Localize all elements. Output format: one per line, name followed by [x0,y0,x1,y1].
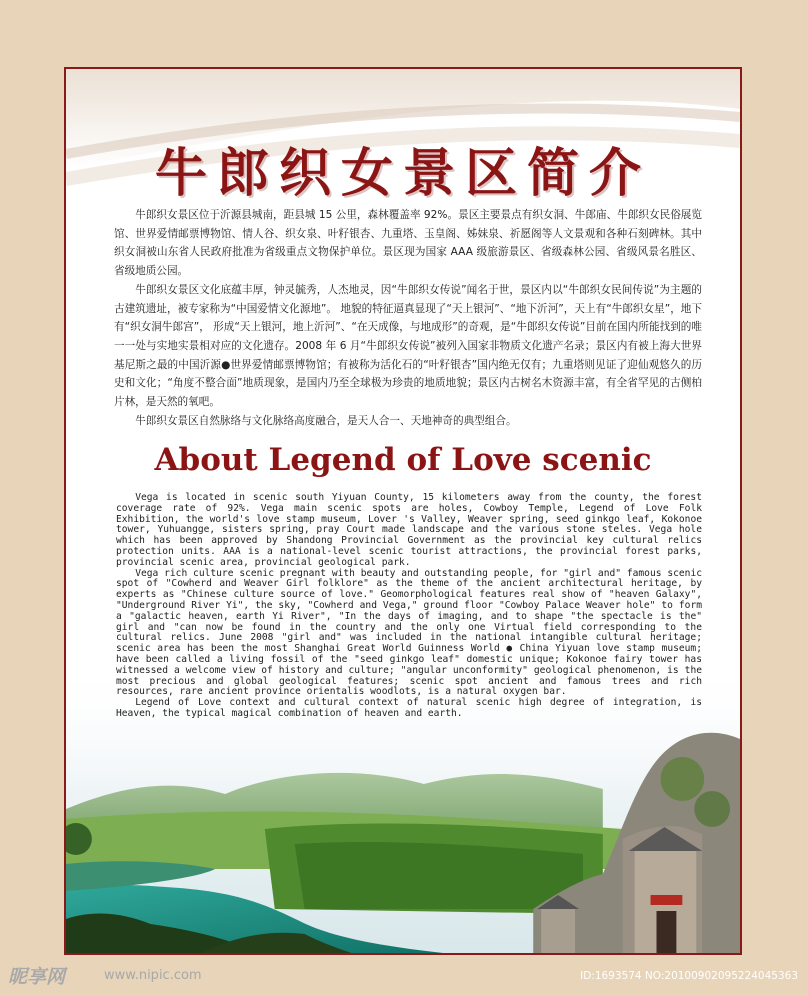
cn-paragraph: 牛郎织女景区文化底蕴丰厚，钟灵毓秀，人杰地灵，因“牛郎织女传说”闻名于世，景区内以“牛郎织女民间传说”为主题的古建筑遗址，被专家称为“中国爱情文化源地”。 地貌的特征逼真显现了“天上银河”、“地下沂河”，天上有“牛郎织女星”，地下有“织女洞牛郎宫”， 形成“天上银河，地上沂河”、“在天成像，与地成形”的奇观，是“牛郎织女传说”目前在国内所能找到的唯一一处与实地实景相对应的文化遗存。2008 年 6 月“牛郎织女传说”被列入国家非物质文化遗产名录；景区内有被上海大世界基尼斯之最的中国沂源●世界爱情邮票博物馆；有被称为活化石的“叶籽银杏”国内绝无仅有；九重塔则见证了迎仙观悠久的历史和文化；“角度不整合面”地质现象，是国内乃至全球极为珍贵的地质地貌；景区内古树名木资源丰富，有全省罕见的古侧柏片林，是天然的氧吧。 [114,283,702,409]
page-title-en: About Legend of Love scenic [154,442,652,478]
en-paragraph: Legend of Love context and cultural context of natural scenic high degree of integration, is Heaven, the typical magical combination of heaven and earth. [116,697,702,719]
en-paragraph: Vega is located in scenic south Yiyuan County, 15 kilometers away from the county, the forest coverage rate of 92%. Vega main scenic spots are holes, Cowboy Temple, Legend of Love Folk Exhibition, the world's love stamp museum, Lover 's Valley, Weaver spring, seed ginkgo leaf, Kokonoe tower, Yuhuangge, sisters spring, pray Court made landscape and the various stone steles. Vega hole which has been approved by Shandong Provincial Government as the provincial key cultural relics protection units. AAA is a national-level scenic tourist attractions, the provincial forest parks, provincial scenic area, provincial geological park. [116,492,702,568]
cn-paragraph: 牛郎织女景区位于沂源县城南，距县城 15 公里，森林覆盖率 92%。景区主要景点有织女洞、牛郎庙、牛郎织女民俗展览馆、世界爱情邮票博物馆、情人谷、织女泉、叶籽银杏、九重塔、玉皇阁、姊妹泉、祈愿阁等人文景观和各种石刻碑林。其中织女洞被山东省人民政府批准为省级重点文物保护单位。景区现为国家 AAA 级旅游景区、省级森林公园、省级风景名胜区、省级地质公园。 [114,209,702,278]
watermark-logo: 昵享网 [8,966,66,988]
chinese-intro-text [114,206,702,430]
cn-paragraph: 牛郎织女景区自然脉络与文化脉络高度融合，是天人合一、天地神奇的典型组合。 [135,414,517,427]
watermark-site: www.nipic.com [104,968,202,983]
watermark-id: ID:1693574 NO:20100902095224045363 [580,970,798,982]
poster-panel [64,67,742,955]
english-intro-text [116,493,702,720]
en-paragraph: Vega rich culture scenic pregnant with beauty and outstanding people, for "girl and" famous scenic spot of "Cowherd and Weaver Girl folklore" as the theme of the ancient architectural heritage, by experts as "Chinese culture source of love." Geomorphological features real show of "heaven Galaxy", "Underground River Yi", the sky, "Cowherd and Vega," ground floor "Cowboy Palace Weaver hole" to form a "galactic heaven, earth Yi River", "In the days of imaging, and to shape "the spectacle is the" girl and "can now be found in the country and the only one Virtual field corresponding to the cultural relics. June 2008 "girl and" was included in the national intangible cultural heritage; scenic area has been the most Shanghai Great World Guinness World ● China Yiyuan love stamp museum; have been called a living fossil of the "seed ginkgo leaf" domestic unique; Kokonoe fairy tower has witnessed a welcome view of history and culture; "angular unconformity" geological phenomenon, is the most precious and global geological features; scenic spot ancient and famous trees and rich resources, rare ancient province orientalis woodlots, is a natural oxygen bar. [116,567,702,698]
page-title-cn: 牛郎织女景区简介 [154,143,651,204]
